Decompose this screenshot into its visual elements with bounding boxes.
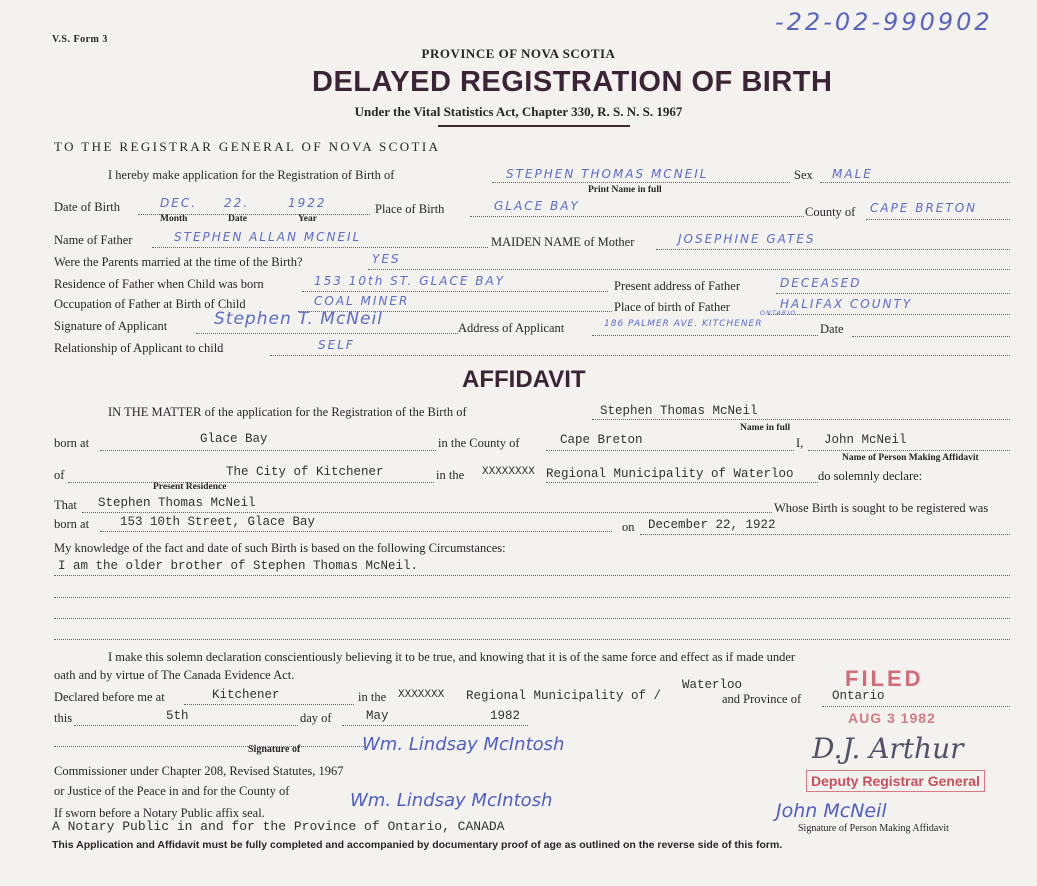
place-of-birth-label: Place of Birth <box>375 202 445 216</box>
sex-value: MALE <box>832 167 873 181</box>
application-intro: I hereby make application for the Registration of Birth of <box>108 168 395 182</box>
residence-label: Residence of Father when Child was born <box>54 277 264 291</box>
notary-typed: A Notary Public in and for the Province of Ontario, CANADA <box>52 819 505 834</box>
father-name-label: Name of Father <box>54 233 133 247</box>
county-label: County of <box>805 205 856 219</box>
filed-stamp: FILED <box>845 666 924 691</box>
filed-date-stamp: AUG 3 1982 <box>848 710 936 726</box>
dob-month-value: DEC. <box>160 196 198 210</box>
province-value: Ontario <box>832 689 885 703</box>
circumstance-line-2 <box>54 583 1010 598</box>
mother-label: MAIDEN NAME of Mother <box>491 235 635 249</box>
dob-date-value: 22. <box>224 196 250 210</box>
affidavit-name-hint: Name in full <box>740 423 791 433</box>
dob-year-value: 1922 <box>288 196 327 210</box>
declarant-signature: John McNeil <box>776 800 887 822</box>
whose-birth-text: Whose Birth is sought to be registered was <box>774 501 989 515</box>
father-name-value: STEPHEN ALLAN MCNEIL <box>174 230 362 244</box>
declarant-hint: Name of Person Making Affidavit <box>842 453 979 463</box>
declarant-sig-label: Signature of Person Making Affidavit <box>798 823 949 834</box>
child-name-value: STEPHEN THOMAS MCNEIL <box>506 167 709 181</box>
applicant-address-note: ONTARIO <box>760 309 797 317</box>
dob-label: Date of Birth <box>54 200 120 214</box>
page-subtitle: Under the Vital Statistics Act, Chapter 330, R. S. N. S. 1967 <box>354 104 683 119</box>
relationship-label: Relationship of Applicant to child <box>54 341 224 355</box>
waterloo-value: Waterloo <box>682 678 743 692</box>
month-hint: Month <box>160 214 188 224</box>
justice-text: or Justice of the Peace in and for the County of <box>54 784 290 798</box>
county-value: CAPE BRETON <box>870 201 978 215</box>
affidavit-county-value: Cape Breton <box>560 433 643 447</box>
married-value: YES <box>372 252 401 266</box>
affidavit-matter: IN THE MATTER of the application for the Registration of the Birth of <box>108 405 467 419</box>
of-label: of <box>54 468 65 482</box>
commissioner-signature: Wm. Lindsay McIntosh <box>362 734 565 755</box>
deputy-registrar-stamp: Deputy Registrar General <box>806 770 985 792</box>
declarant-name: John McNeil <box>824 433 907 447</box>
municipality-value: Regional Municipality of Waterloo <box>546 467 794 481</box>
date-hint: Date <box>228 214 247 224</box>
father-birthplace-label: Place of birth of Father <box>614 300 730 314</box>
affidavit-title: AFFIDAVIT <box>462 366 586 393</box>
in-the-label: in the <box>436 468 465 482</box>
solemn-line-1: I make this solemn declaration conscientiously believing it to be true, and knowing that it is of the same force and effect as if made under <box>108 650 796 664</box>
born-at-value: Glace Bay <box>200 432 268 446</box>
mother-value: JOSEPHINE GATES <box>678 232 816 246</box>
married-label: Were the Parents married at the time of the Birth? <box>54 255 303 269</box>
present-address-label: Present address of Father <box>614 279 741 293</box>
relationship-line <box>270 341 1010 356</box>
circumstance-line-3 <box>54 604 1010 619</box>
signature-of-label: Signature of <box>248 744 301 755</box>
month-value: May <box>366 709 389 723</box>
residence-affidavit-value: The City of Kitchener <box>226 465 384 479</box>
serial-number: -22-02-990902 <box>775 8 993 36</box>
father-birthplace-value: HALIFAX COUNTY <box>780 297 913 311</box>
page-title: DELAYED REGISTRATION OF BIRTH <box>312 66 833 98</box>
place-of-birth-value: GLACE BAY <box>494 199 580 213</box>
addressee: TO THE REGISTRAR GENERAL OF NOVA SCOTIA <box>54 139 441 154</box>
title-rule <box>438 125 630 127</box>
applicant-address-value: 186 PALMER AVE. KITCHENER <box>604 319 763 329</box>
this-label: this <box>54 711 73 725</box>
form-number: V.S. Form 3 <box>52 34 108 45</box>
born-at-label: born at <box>54 436 90 450</box>
applicant-address-label: Address of Applicant <box>458 321 565 335</box>
circumstance-line-4 <box>54 625 1010 640</box>
year-value: 1982 <box>490 709 521 723</box>
municipality2-value: Regional Municipality of / <box>466 689 662 703</box>
commissioner-text: Commissioner under Chapter 208, Revised Statutes, 1967 <box>54 764 344 778</box>
notary-signature: Wm. Lindsay McIntosh <box>350 790 553 811</box>
residence-hint: Present Residence <box>153 482 227 492</box>
solemn-line-2: oath and by virtue of The Canada Evidence Act. <box>54 668 295 682</box>
date-label: Date <box>820 322 844 336</box>
municipality-line <box>546 468 818 483</box>
declared-place-value: Kitchener <box>212 688 280 702</box>
affidavit-county-label: in the County of <box>438 436 520 450</box>
commissioner-sig-line <box>54 732 366 747</box>
year-hint: Year <box>298 214 317 224</box>
date-line <box>852 322 1010 337</box>
struck-county-text-2: XXXXXXX <box>398 689 445 701</box>
circumstance-value: I am the older brother of Stephen Thomas McNeil. <box>58 559 419 573</box>
residence-value: 153 10th ST. GLACE BAY <box>314 274 506 288</box>
declared-label: Declared before me at <box>54 690 165 704</box>
occupation-value: COAL MINER <box>314 294 410 308</box>
present-address-value: DECEASED <box>780 276 862 290</box>
province-heading: PROVINCE OF NOVA SCOTIA <box>421 46 616 61</box>
applicant-signature: Stephen T. McNeil <box>214 309 383 329</box>
day-of-label: day of <box>300 711 332 725</box>
relationship-value: SELF <box>318 338 355 352</box>
day-value: 5th <box>166 709 189 723</box>
birth-date-value: December 22, 1922 <box>648 518 776 532</box>
struck-county-text: XXXXXXXX <box>482 466 535 478</box>
i-label: I, <box>796 436 804 450</box>
footer-note: This Application and Affidavit must be fully completed and accompanied by documentary proof of age as outlined on the reverse side of this form. <box>52 839 783 851</box>
birth-address-value: 153 10th Street, Glace Bay <box>120 515 316 529</box>
that-name: Stephen Thomas McNeil <box>98 496 256 510</box>
notary-text: If sworn before a Notary Public affix seal. <box>54 806 265 820</box>
born-at2-label: born at <box>54 517 90 531</box>
that-label: That <box>54 498 77 512</box>
in-the2-label: in the <box>358 690 387 704</box>
married-line <box>368 255 1010 270</box>
province-label: and Province of <box>722 692 802 706</box>
applicant-signature-label: Signature of Applicant <box>54 319 168 333</box>
affidavit-child-name: Stephen Thomas McNeil <box>600 404 758 418</box>
on-label: on <box>622 520 635 534</box>
declare-label: do solemnly declare: <box>818 469 923 483</box>
name-hint: Print Name in full <box>588 185 662 195</box>
knowledge-text: My knowledge of the fact and date of such Birth is based on the following Circumstances: <box>54 541 506 555</box>
occupation-label: Occupation of Father at Birth of Child <box>54 297 246 311</box>
sex-label: Sex <box>794 168 813 182</box>
born-at-line <box>100 436 436 451</box>
registrar-signature: D.J. Arthur <box>812 732 964 765</box>
